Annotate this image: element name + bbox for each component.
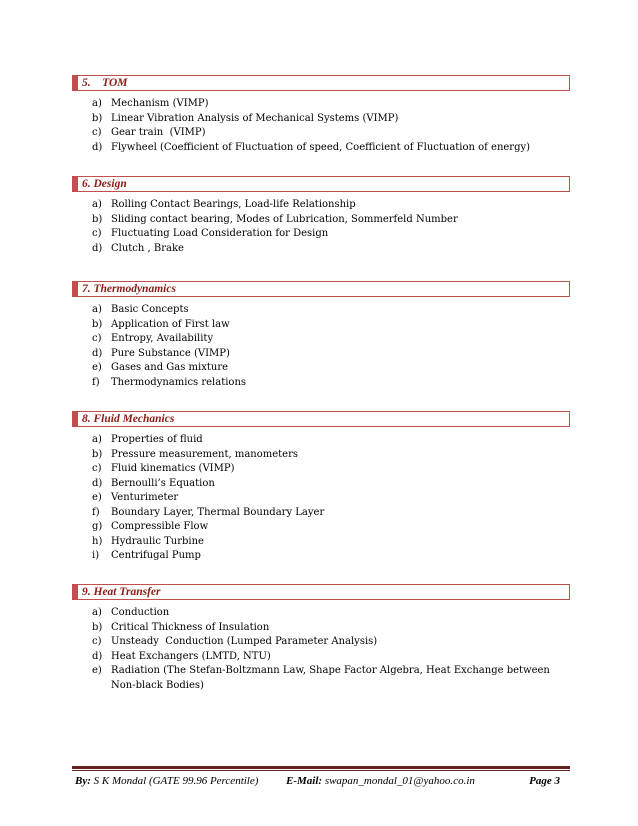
list-item — [72, 520, 570, 535]
item-label: d) — [92, 477, 103, 489]
list-item — [72, 318, 570, 333]
section-header — [72, 584, 570, 600]
section-heat-transfer — [72, 584, 570, 693]
item-label: a) — [92, 98, 102, 109]
item-text: Clutch , Brake — [111, 242, 184, 254]
item-text: Compressible Flow — [111, 521, 209, 532]
item-label: b) — [92, 318, 103, 330]
item-label: b) — [92, 448, 103, 460]
item-label: a) — [92, 304, 102, 315]
section-title: 6. Design — [82, 178, 127, 190]
item-label: b) — [92, 213, 103, 225]
item-text: Radiation (The Stefan-Boltzmann Law, Shape Factor Algebra, Heat Exchange between Non-black Bodies) — [111, 665, 550, 691]
item-text: Conduction — [111, 607, 170, 618]
item-text: Fluctuating Load Consideration for Design — [111, 228, 329, 239]
list-item — [72, 664, 570, 693]
section-fluid-mechanics — [72, 411, 570, 564]
topic-list — [72, 198, 570, 256]
item-text: Mechanism (VIMP) — [111, 98, 209, 109]
topic-list — [72, 97, 570, 155]
item-label: h) — [92, 535, 103, 547]
item-text: Critical Thickness of Insulation — [111, 621, 270, 633]
item-text: Heat Exchangers (LMTD, NTU) — [111, 650, 271, 662]
list-item — [72, 303, 570, 318]
email-label: E-Mail: — [286, 775, 323, 787]
section-design — [72, 176, 570, 256]
item-label: d) — [92, 650, 103, 662]
item-label: e) — [92, 492, 102, 503]
item-text: Unsteady Conduction (Lumped Parameter Analysis) — [111, 636, 378, 647]
section-title: 7. Thermodynamics — [82, 283, 176, 295]
item-text: Application of First law — [111, 318, 230, 330]
section-header — [72, 176, 570, 192]
item-label: c) — [92, 463, 102, 474]
by-label: By: — [75, 775, 91, 787]
section-header — [72, 411, 570, 427]
item-label: a) — [92, 434, 102, 445]
author-text: S K Mondal (GATE 99.96 Percentile) — [93, 775, 259, 787]
item-label: c) — [92, 127, 102, 138]
list-item — [72, 227, 570, 242]
item-text: Thermodynamics relations — [111, 376, 247, 388]
list-item — [72, 477, 570, 492]
item-text: Linear Vibration Analysis of Mechanical Systems (VIMP) — [111, 112, 399, 124]
list-item — [72, 549, 570, 564]
page-footer — [72, 766, 570, 791]
topic-list — [72, 606, 570, 693]
list-item — [72, 198, 570, 213]
item-label: c) — [92, 333, 102, 344]
list-item — [72, 112, 570, 127]
section-title: 8. Fluid Mechanics — [82, 413, 175, 425]
list-item — [72, 376, 570, 391]
item-label: a) — [92, 607, 102, 618]
list-item — [72, 606, 570, 621]
item-text: Pure Substance (VIMP) — [111, 347, 230, 359]
item-text: Pressure measurement, manometers — [111, 448, 299, 460]
item-label: i) — [92, 550, 100, 561]
item-label: d) — [92, 347, 103, 359]
footer-rule-thin — [72, 770, 570, 771]
item-text: Flywheel (Coefficient of Fluctuation of speed, Coefficient of Fluctuation of energy) — [111, 141, 531, 153]
item-label: e) — [92, 362, 102, 373]
item-label: c) — [92, 228, 102, 239]
item-text: Entropy, Availability — [111, 333, 214, 344]
item-text: Properties of fluid — [111, 434, 203, 445]
item-label: e) — [92, 665, 102, 676]
footer-rule — [72, 766, 570, 769]
item-label: d) — [92, 242, 103, 254]
section-header — [72, 75, 570, 91]
email-text: swapan_mondal_01@yahoo.co.in — [324, 775, 475, 787]
list-item — [72, 141, 570, 156]
item-text: Basic Concepts — [111, 304, 189, 315]
topic-list — [72, 303, 570, 390]
item-text: Bernoulli’s Equation — [111, 477, 215, 489]
list-item — [72, 650, 570, 665]
item-text: Sliding contact bearing, Modes of Lubrication, Sommerfeld Number — [111, 213, 458, 225]
item-text: Boundary Layer, Thermal Boundary Layer — [111, 506, 325, 518]
list-item — [72, 535, 570, 550]
footer-row — [72, 775, 570, 791]
item-text: Rolling Contact Bearings, Load-life Relationship — [111, 199, 356, 210]
item-text: Hydraulic Turbine — [111, 535, 204, 547]
list-item — [72, 491, 570, 506]
item-label: f) — [92, 376, 100, 388]
list-item — [72, 361, 570, 376]
item-label: b) — [92, 112, 103, 124]
list-item — [72, 448, 570, 463]
item-text: Gases and Gas mixture — [111, 362, 229, 373]
list-item — [72, 97, 570, 112]
item-text: Centrifugal Pump — [111, 550, 201, 561]
list-item — [72, 506, 570, 521]
email-credit — [286, 775, 475, 787]
item-text: Venturimeter — [111, 492, 179, 503]
item-label: d) — [92, 141, 103, 153]
list-item — [72, 462, 570, 477]
item-text: Fluid kinematics (VIMP) — [111, 463, 235, 474]
list-item — [72, 433, 570, 448]
list-item — [72, 242, 570, 257]
item-text: Gear train (VIMP) — [111, 127, 206, 138]
section-header — [72, 281, 570, 297]
list-item — [72, 621, 570, 636]
item-label: b) — [92, 621, 103, 633]
author-credit — [75, 775, 258, 787]
list-item — [72, 635, 570, 650]
list-item — [72, 213, 570, 228]
item-label: c) — [92, 636, 102, 647]
section-title: 5. TOM — [82, 77, 128, 89]
list-item — [72, 347, 570, 362]
list-item — [72, 126, 570, 141]
section-title: 9. Heat Transfer — [82, 586, 161, 598]
item-label: f) — [92, 506, 100, 518]
item-label: g) — [92, 521, 103, 532]
section-tom — [72, 75, 570, 155]
list-item — [72, 332, 570, 347]
item-label: a) — [92, 199, 102, 210]
page-number: Page 3 — [529, 775, 560, 787]
section-thermodynamics — [72, 281, 570, 390]
topic-list — [72, 433, 570, 564]
